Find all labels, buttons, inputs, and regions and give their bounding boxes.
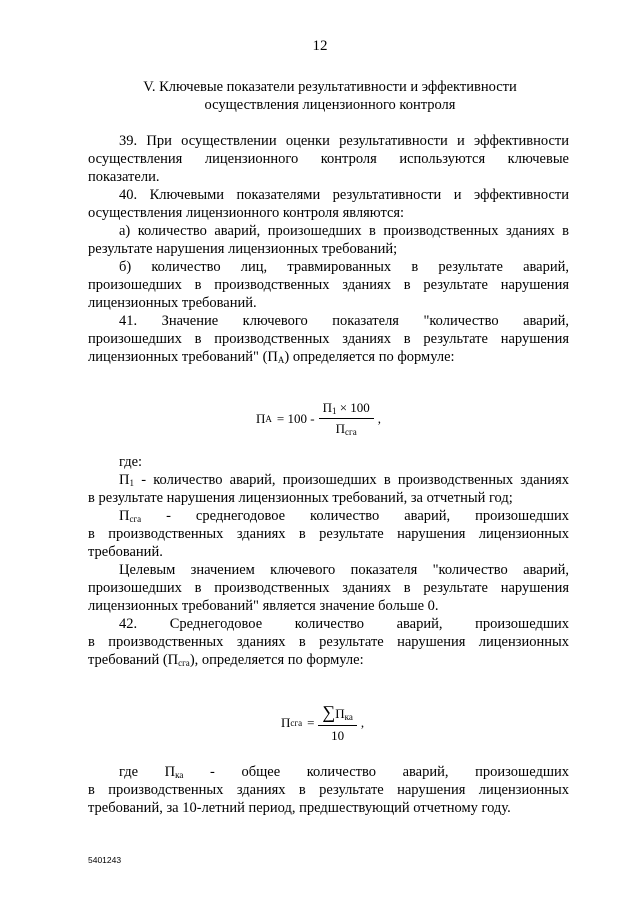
p39-line-3: показатели.: [88, 169, 160, 185]
p42-line-2: в производственных зданиях в результате нарушения лицензионных: [88, 634, 569, 650]
body-block-3: [88, 763, 569, 817]
psga-def-line-1: $П_{сга}$ - среднегодовое количество аварий, произошедших: [119, 508, 569, 524]
pka-def-line-3: требований, за 10-летний период, предшествующий отчетному году.: [88, 800, 511, 816]
page-number: 12: [312, 38, 328, 54]
item-b-line-2: произошедших в производственных зданиях в результате нарушения: [88, 277, 569, 293]
p42-line-3: требований $(П_{сга})$, определяется по формуле:: [88, 652, 364, 668]
p39-line-2: осуществления лицензионного контроля используются ключевые: [88, 151, 569, 167]
pka-def-line-2: в производственных зданиях в результате нарушения лицензионных: [88, 782, 569, 798]
formula-psga: П сга = $\frac{\sum П_{ка}}{10}$ ,: [281, 702, 365, 743]
item-b-line-1: б) количество лиц, травмированных в результате аварий,: [119, 259, 569, 275]
formula-psga-fraction: $\frac{\sum П_{ка}}{10}$: [318, 702, 356, 744]
p1-def-line-2: в результате нарушения лицензионных требований, за отчетный год;: [88, 490, 513, 506]
document-code: 5401243: [88, 855, 122, 865]
heading-line-1: V. Ключевые показатели результативности и эффективности: [143, 79, 517, 95]
formula-pa: П А = 100 - $\frac{П_1 \times 100}{П_{сга}}$ ,: [256, 400, 382, 437]
section-heading: [90, 78, 570, 114]
p40-line-2: осуществления лицензионного контроля являются:: [88, 205, 405, 221]
p39-line-1: 39. При осуществлении оценки результативности и эффективности: [119, 133, 569, 149]
item-b-line-3: лицензионных требований.: [88, 295, 257, 311]
heading-line-2: осуществления лицензионного контроля: [204, 97, 456, 113]
psga-def-line-3: требований.: [88, 544, 163, 560]
p1-def-line-1: $П_1$ - количество аварий, произошедших в производственных зданиях: [119, 472, 569, 488]
p42-line-1: 42. Среднегодовое количество аварий, произошедших: [119, 616, 569, 632]
item-a-line-1: а) количество аварий, произошедших в производственных зданиях в: [119, 223, 569, 239]
psga-def-line-2: в производственных зданиях в результате нарушения лицензионных: [88, 526, 569, 542]
p41-line-2: произошедших в производственных зданиях в результате нарушения: [88, 331, 569, 347]
item-a-line-2: результате нарушения лицензионных требований;: [88, 241, 398, 257]
p40-line-1: 40. Ключевыми показателями результативности и эффективности: [119, 187, 569, 203]
target-line-3: лицензионных требований" является значение больше 0.: [88, 598, 439, 614]
sum-symbol: ∑: [322, 702, 336, 722]
formula-pa-fraction: $\frac{П_1 \times 100}{П_{сга}}$: [319, 400, 374, 437]
p41-line-1: 41. Значение ключевого показателя "количество аварий,: [119, 313, 569, 329]
pka-def-line-1: где $П_{ка}$ - общее количество аварий, произошедших: [119, 764, 570, 780]
target-line-2: произошедших в производственных зданиях в результате нарушения: [88, 580, 569, 596]
body-block-1: [88, 132, 569, 366]
target-line-1: Целевым значением ключевого показателя "количество аварий,: [119, 562, 569, 578]
body-block-2: [88, 453, 569, 669]
where-label: где:: [119, 454, 143, 470]
p41-line-3: лицензионных требований" $(П_А)$ определяется по формуле:: [88, 349, 455, 365]
